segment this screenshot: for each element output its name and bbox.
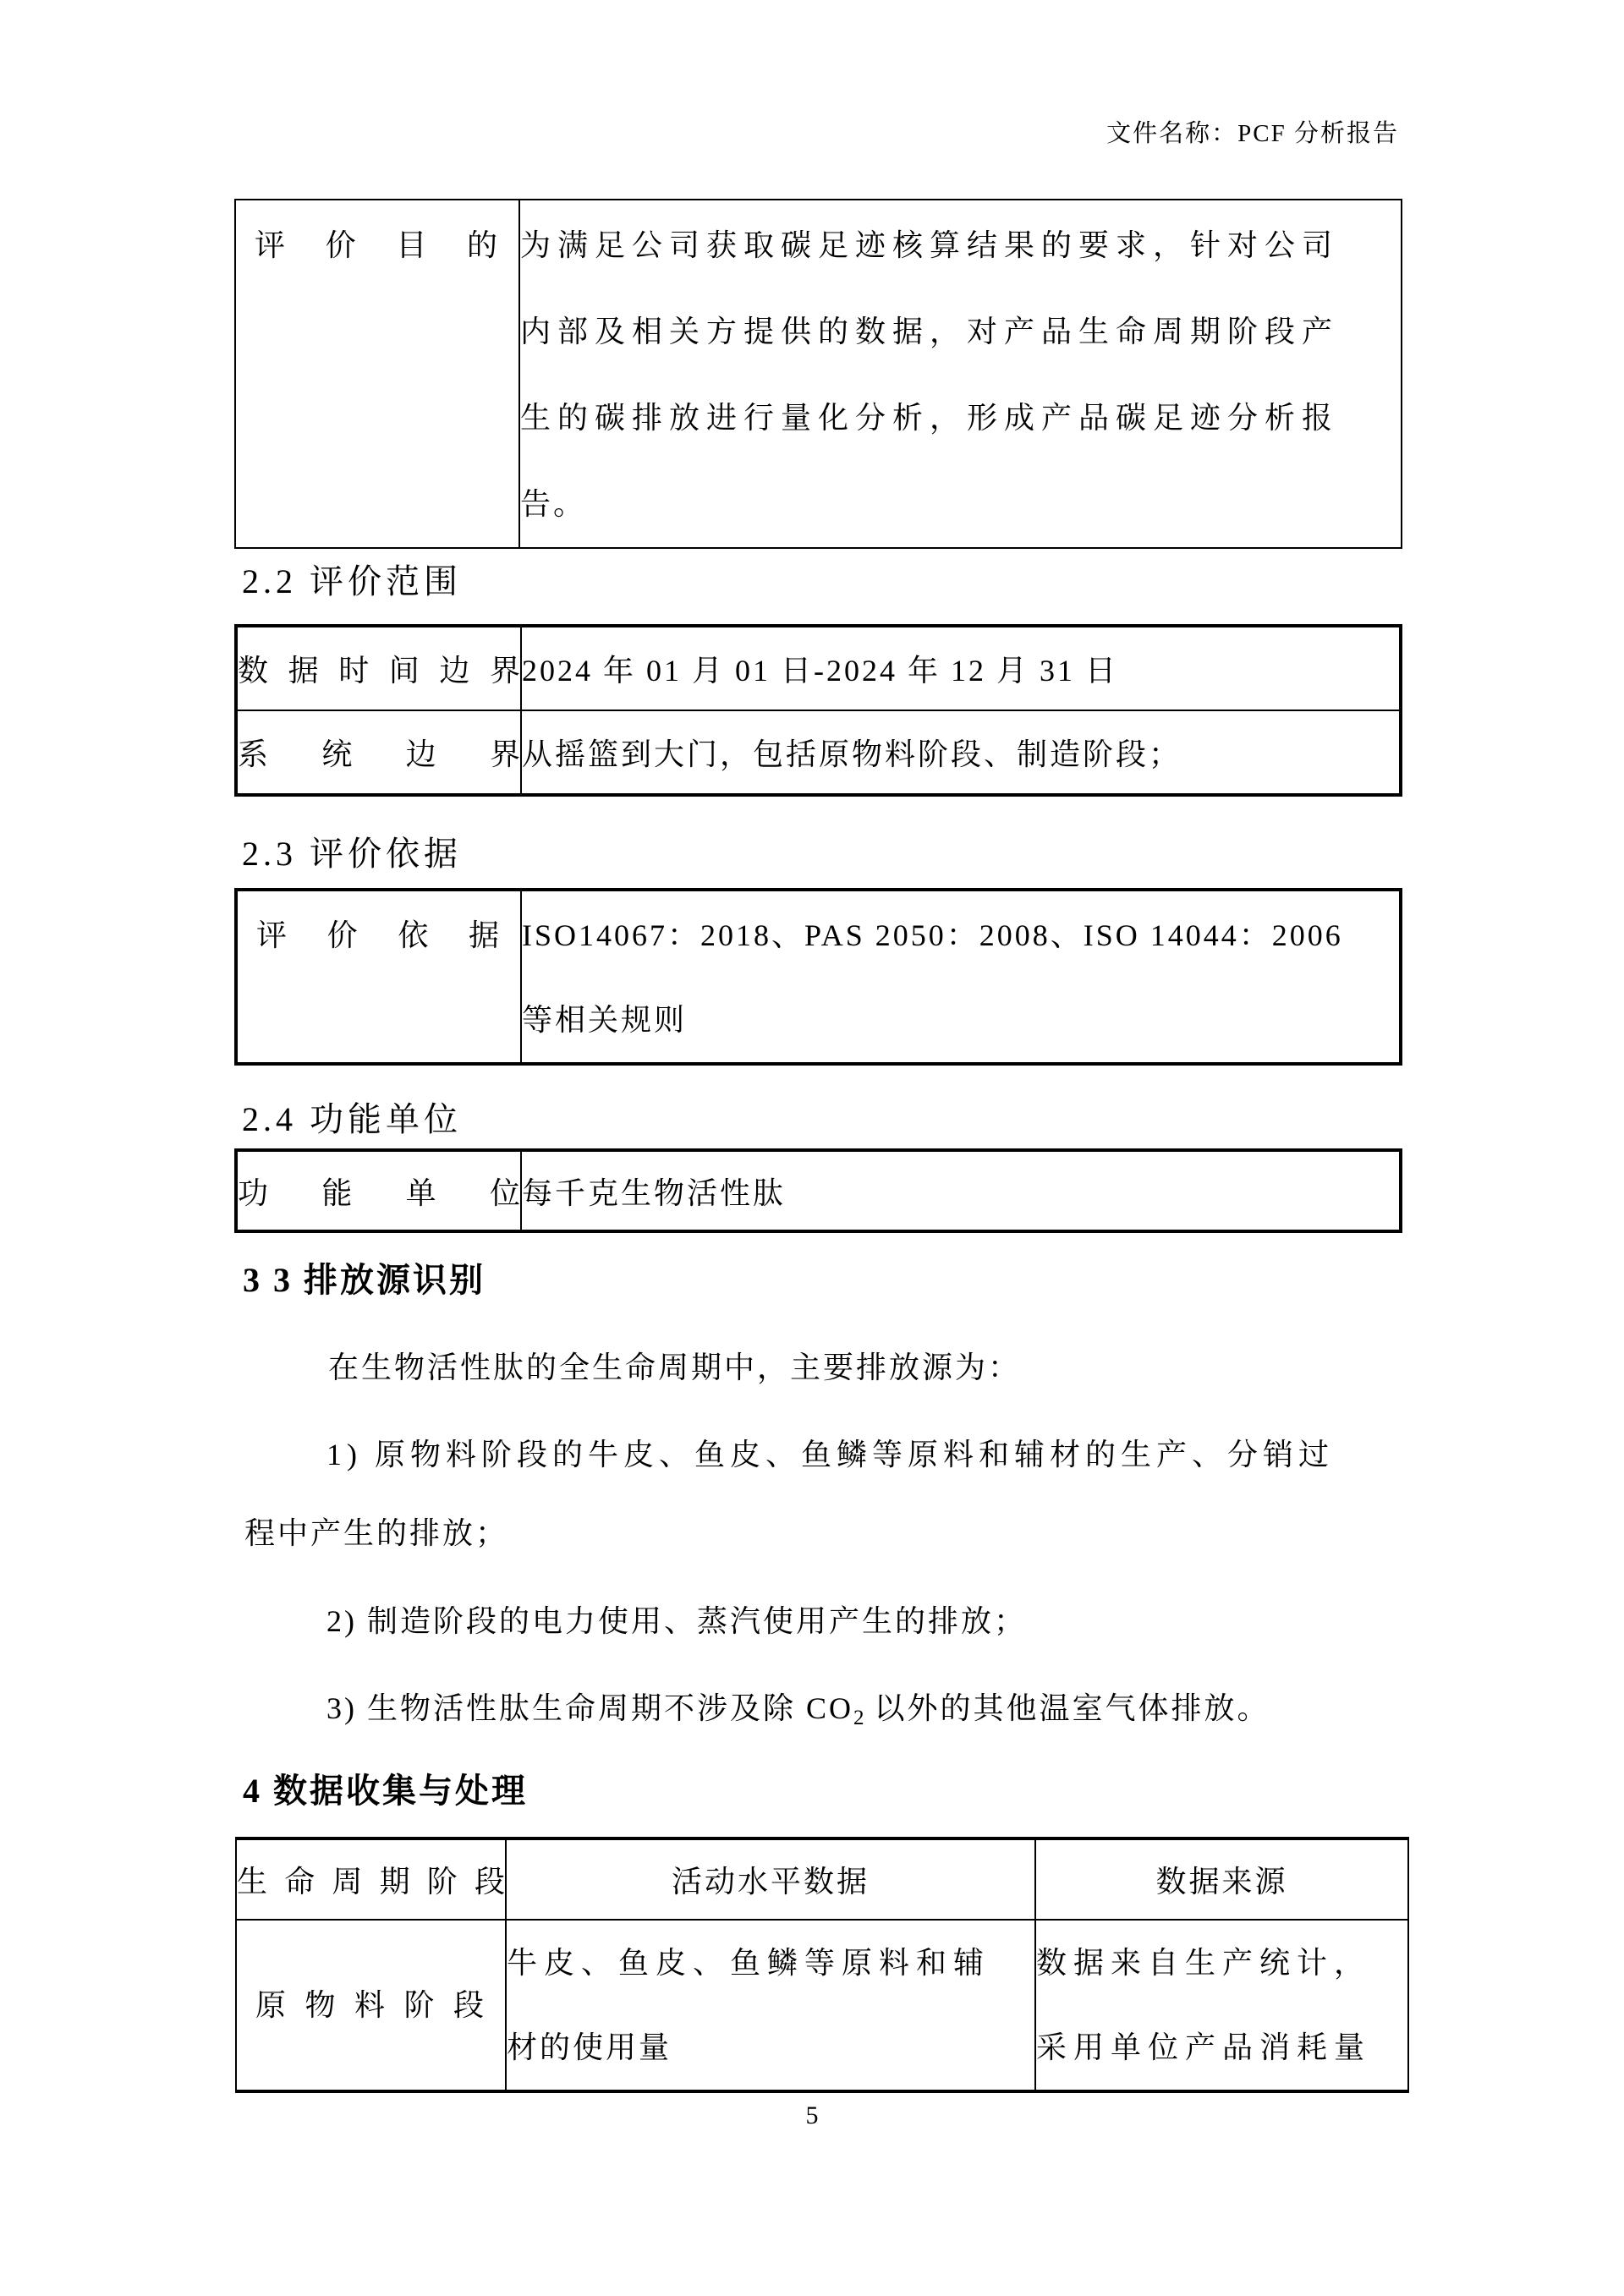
table-row <box>236 1920 1408 2091</box>
scope-row-value: 2024 年 01 月 01 日-2024 年 12 月 31 日 <box>521 626 1401 710</box>
co2-subscript: 2 <box>853 1707 864 1729</box>
table-row <box>236 1150 1401 1231</box>
lifecycle-stage-cell: 原物料阶段 <box>255 1988 486 2022</box>
table-row <box>236 890 1401 1064</box>
emission-item2-line: 2) 制造阶段的电力使用、蒸汽使用产生的排放； <box>326 1604 1027 1638</box>
section-heading-2-3: 2.3 评价依据 <box>242 835 462 873</box>
basis-table <box>234 888 1402 1066</box>
purpose-label: 评价目的 <box>255 228 500 262</box>
purpose-table <box>234 199 1402 549</box>
emission-intro-line: 在生物活性肽的全生命周期中，主要排放源为： <box>328 1351 1022 1384</box>
functional-unit-value: 每千克生物活性肽 <box>521 1150 1401 1231</box>
activity-data-line: 牛皮、鱼皮、鱼鳞等原料和辅 <box>507 1946 991 1980</box>
purpose-text-line: 内部及相关方提供的数据，对产品生命周期阶段产 <box>520 315 1340 348</box>
page-number: 5 <box>805 2101 819 2129</box>
emission-item1-line1: 1) 原物料阶段的牛皮、鱼皮、鱼鳞等原料和辅材的生产、分销过 <box>326 1438 1334 1471</box>
scope-row-value: 从摇篮到大门，包括原物料阶段、制造阶段； <box>521 710 1401 795</box>
purpose-text-line: 生的碳排放进行量化分析，形成产品碳足迹分析报 <box>520 401 1340 435</box>
section-heading-4: 4 数据收集与处理 <box>243 1772 528 1810</box>
basis-label: 评价依据 <box>256 918 502 952</box>
scope-row-label: 数据时间边界 <box>236 626 521 710</box>
data-source-line: 采用单位产品消耗量 <box>1036 2030 1372 2064</box>
data-collection-table <box>235 1837 1409 2093</box>
table-header-row <box>236 1838 1408 1920</box>
table-row <box>235 200 1402 548</box>
basis-value-line: 等相关规则 <box>522 1003 688 1037</box>
column-header-data-source: 数据来源 <box>1035 1838 1408 1920</box>
data-source-line: 数据来自生产统计， <box>1036 1946 1372 1980</box>
section-heading-2-2: 2.2 评价范围 <box>242 562 462 600</box>
scope-row-label: 系统边界 <box>236 710 521 795</box>
scope-table <box>234 624 1402 797</box>
section-heading-2-4: 2.4 功能单位 <box>242 1100 462 1138</box>
emission-item3-line <box>326 1687 1270 1740</box>
document-title-header: 文件名称：PCF 分析报告 <box>1106 120 1399 147</box>
functional-unit-label: 功能单位 <box>236 1150 521 1231</box>
emission-item3-text: 3) 生物活性肽生命周期不涉及除 CO <box>326 1691 853 1725</box>
emission-item1-line2: 程中产生的排放； <box>244 1516 509 1550</box>
column-header-lifecycle-stage: 生命周期阶段 <box>236 1838 506 1920</box>
basis-value-line: ISO14067：2018、PAS 2050：2008、ISO 14044：2006 <box>522 918 1343 952</box>
table-row <box>236 710 1401 795</box>
column-header-activity-data: 活动水平数据 <box>506 1838 1035 1920</box>
purpose-text-line: 告。 <box>520 487 587 521</box>
emission-item3-text-tail: 以外的其他温室气体排放。 <box>864 1691 1270 1725</box>
activity-data-line: 材的使用量 <box>507 2030 672 2064</box>
functional-unit-table <box>234 1148 1402 1233</box>
section-heading-3-3: 3 3 排放源识别 <box>243 1261 486 1299</box>
table-row <box>236 626 1401 710</box>
purpose-text-line: 为满足公司获取碳足迹核算结果的要求，针对公司 <box>520 228 1340 262</box>
